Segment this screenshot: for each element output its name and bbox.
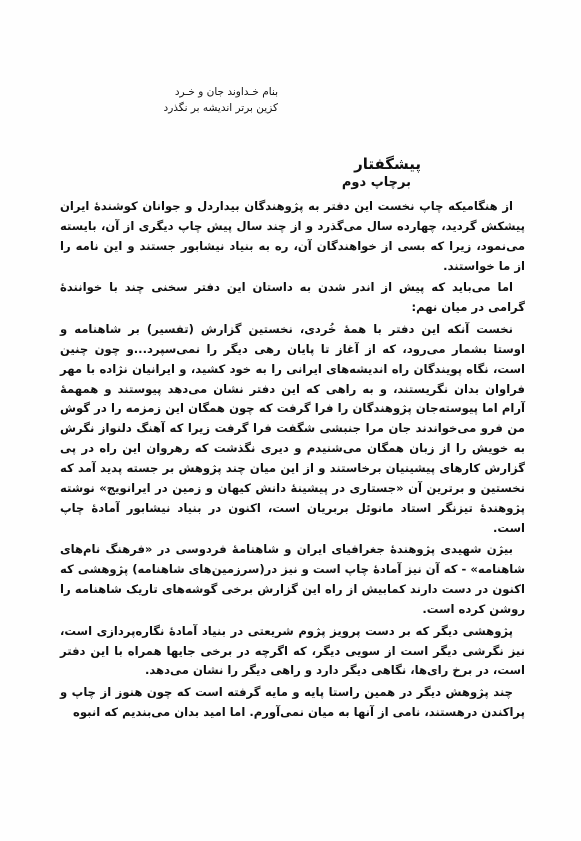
heading-subtitle: برچاپ دوم bbox=[341, 175, 411, 190]
body-text bbox=[60, 197, 525, 723]
paragraph-1: از هنگامیکه چاپ نخست این دفتر به پژوهندگان بیداردل و جوانان کوشندهٔ ایران پیشکش گردید، چهارده سال می‌گذرد و از چند سال پیش چاپ دیگری از آن، بایسته می‌نمود، زیرا که بسی از خواهندگان آن، ره به بنیاد نیشابور جستند و این نامه را از ما خواستند. bbox=[60, 199, 525, 273]
paragraph-3: نخست آنکه این دفتر با همهٔ خُردی، نخستین گزارش (تفسیر) بر شاهنامه و اوستا بشمار می‌رود، که از آغاز تا پایان رهی دیگر را نمی‌سپرد...و چون چنین است، نگاه پویندگان راه اندیشه‌های ایرانی را به خود کشید، و ایرانیان نژاده با مهر فراوان بدان نگریستند، و به راهی که این دفتر نشان می‌دهد پیوستند و همهمهٔ آرام اما پیوسته‌جان پژوهندگان را فرا گرفت که چون همگان این زمزمه را در گوش من فرو می‌خواندند جان مرا جنبشی شگفت فرا گرفت زیرا که آهنگ دلنواز نگرش به خویش را از زبان همگان می‌شنیدم و دیری نگذشت که رهروان این راه در پی گزارش کارهای پیشینیان برخاستند و از این میان چند پژوهش بر جسته پدید آمد که نخستین و برترین آن «جستاری در پیشینهٔ دانش کیهان و زمین در ایرانویج» نوشته پژوهندهٔ تیزنگر استاد مانوئل بربریان است، اکنون در بنیاد نیشابور آمادهٔ چاپ است. bbox=[60, 322, 525, 535]
paragraph-5: پژوهشی دیگر که بر دست پرویز پژوم شریعتی در بنیاد آمادهٔ نگاره‌پردازی است، نیز نگرشی دیگر است از سویی دیگر، که اگرچه در برخی جایها همراه با این دفتر است، در برخ رای‌ها، نگاهی دیگر دارد و راهی دیگر را نشان می‌دهد. bbox=[60, 623, 525, 678]
paragraph-6: چند پژوهش دیگر در همین راستا پایه و مایه گرفته است که چون هنوز از چاپ و پراکندن درهستند، نامی از آنها به میان نمی‌آورم. اما امید بدان می‌بندیم که انبوه bbox=[60, 685, 525, 720]
invocation-verse bbox=[78, 84, 278, 116]
invocation-line-1: بنام خـداوند جان و خـرد bbox=[174, 86, 278, 98]
heading-title: پیشگفتار bbox=[354, 155, 421, 173]
paragraph-4: بیژن شهیدی پژوهندهٔ جغرافیای ایران و شاهنامهٔ فردوسی در «فرهنگ نام‌های شاهنامه» - که آن نیز آمادهٔ چاپ است و نیز در(سرزمین‌های شاهنامه) پژوهشی که اکنون در دست دارند کمابیش از راه این گزارش برخی گوشه‌های تاریک شاهنامه را روشن کرده است. bbox=[60, 542, 525, 616]
paragraph-2: اما می‌باید که پیش از اندر شدن به داستان این دفتر سخنی چند با خوانندهٔ گرامی در میان نهم: bbox=[60, 280, 525, 315]
invocation-line-2: کزین برتر اندیشه بر نگذرد bbox=[163, 102, 278, 114]
section-heading bbox=[342, 154, 421, 192]
